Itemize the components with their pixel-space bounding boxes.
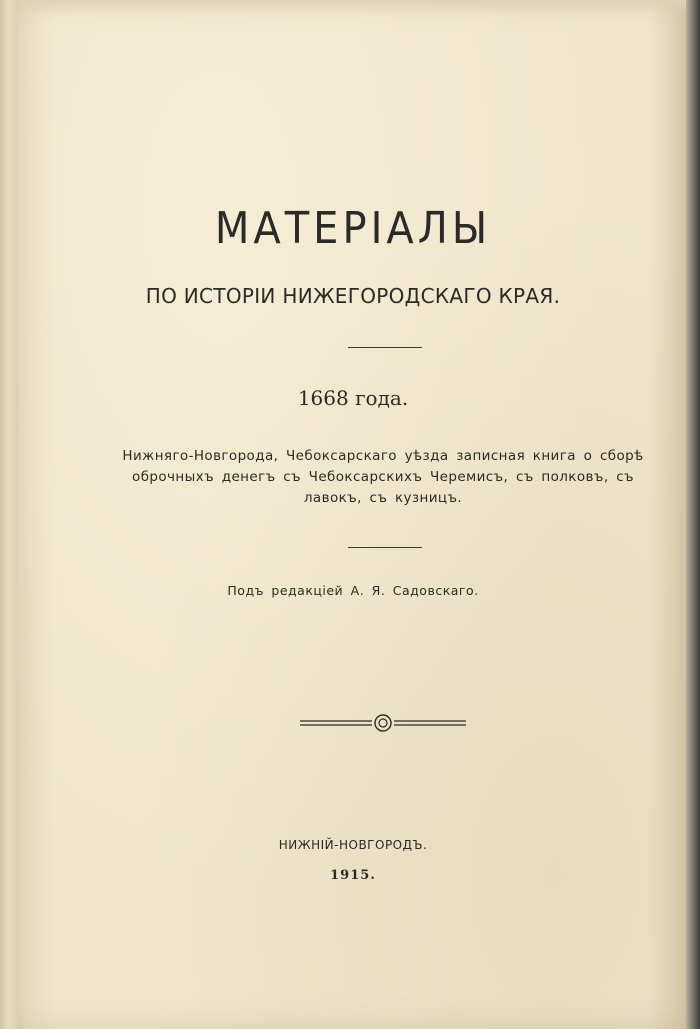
- year-line: 1668 года.: [297, 386, 409, 410]
- double-line-ornament-with-circle-icon: [298, 712, 468, 734]
- book-cover-edge-right: [686, 0, 700, 1029]
- publication-year: 1915.: [330, 868, 376, 883]
- book-subtitle: ПО ИСТОРІИ НИЖЕГОРОДСКАГО КРАЯ.: [145, 284, 561, 308]
- book-binding-left: [0, 0, 20, 1029]
- page-top-edge: [18, 0, 688, 14]
- divider-rule-top: [348, 347, 422, 348]
- editor-line: Подъ редакціей А. Я. Садовскаго.: [227, 583, 479, 598]
- publication-place: НИЖНІЙ-НОВГОРОДЪ.: [278, 838, 428, 852]
- book-description: Нижняго-Новгорода, Чебоксарскаго уѣзда записная книга о сборѣ оброчныхъ денегъ съ Чебоксарскихъ Черемисъ, съ полковъ, съ лавокъ, съ кузницъ.: [122, 448, 644, 506]
- title-page-sheet: [18, 0, 688, 1029]
- divider-rule-bottom: [348, 547, 422, 548]
- book-title: МАТЕРІАЛЫ: [214, 204, 492, 254]
